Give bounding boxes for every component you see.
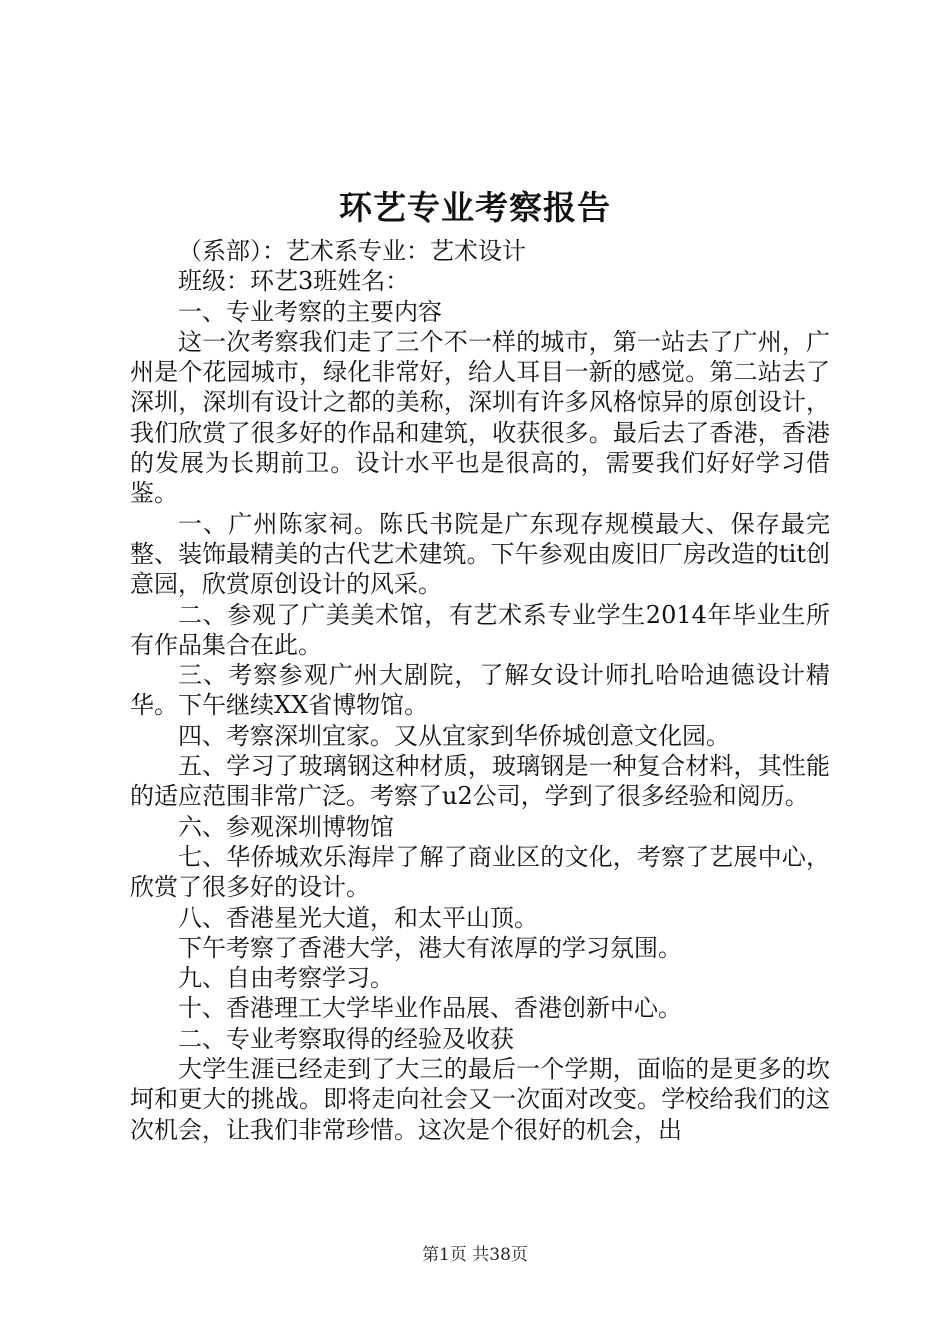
list-item-8-afternoon: 下午考察了香港大学，港大有浓厚的学习氛围。 [178,933,682,962]
document-body [130,236,830,1145]
department-line: （系部）：艺术系专业：艺术设计 [178,237,526,265]
list-item-9: 九、自由考察学习。 [178,964,394,993]
paragraph-intro: 这一次考察我们走了三个不一样的城市，第一站去了广州，广州是个花园城市，绿化非常好，给人耳目一新的感觉。第二站去了深圳，深圳有设计之都的美称，深圳有许多风格惊异的原创设计，我们欣赏了很多好的作品和建筑，收获很多。最后去了香港，香港的发展为长期前卫。设计水平也是很高的，需要我们好好学习借鉴。 [130,327,830,508]
section-heading-1: 一、专业考察的主要内容 [178,297,442,326]
list-item-8: 八、香港星光大道，和太平山顶。 [178,903,538,932]
page-number-footer: 第1页 共38页 [422,1245,528,1265]
list-item-5: 五、学习了玻璃钢这种材质，玻璃钢是一种复合材料，其性能的适应范围非常广泛。考察了u2公司，学到了很多经验和阅历。 [130,752,830,811]
list-item-6: 六、参观深圳博物馆 [178,812,394,841]
list-item-2: 二、参观了广美美术馆，有艺术系专业学生2014年毕业生所有作品集合在此。 [130,600,830,659]
list-item-10: 十、香港理工大学毕业作品展、香港创新中心。 [178,994,682,1023]
class-line: 班级：环艺3班姓名： [178,267,410,296]
list-item-7: 七、华侨城欢乐海岸了解了商业区的文化，考察了艺展中心，欣赏了很多好的设计。 [130,842,830,902]
section-heading-2: 二、专业考察取得的经验及收获 [178,1024,514,1053]
list-item-3: 三、考察参观广州大剧院，了解女设计师扎哈哈迪德设计精华。下午继续XX省博物馆。 [130,661,830,720]
list-item-1: 一、广州陈家祠。陈氏书院是广东现存规模最大、保存最完整、装饰最精美的古代艺术建筑。下午参观由废旧厂房改造的tit创意园，欣赏原创设计的风采。 [130,509,830,599]
list-item-4: 四、考察深圳宜家。又从宜家到华侨城创意文化园。 [178,721,730,750]
paragraph-experience: 大学生涯已经走到了大三的最后一个学期，面临的是更多的坎坷和更大的挑战。即将走向社会又一次面对改变。学校给我们的这次机会，让我们非常珍惜。这次是个很好的机会，出 [130,1055,830,1144]
document-title: 环艺专业考察报告 [339,188,611,227]
